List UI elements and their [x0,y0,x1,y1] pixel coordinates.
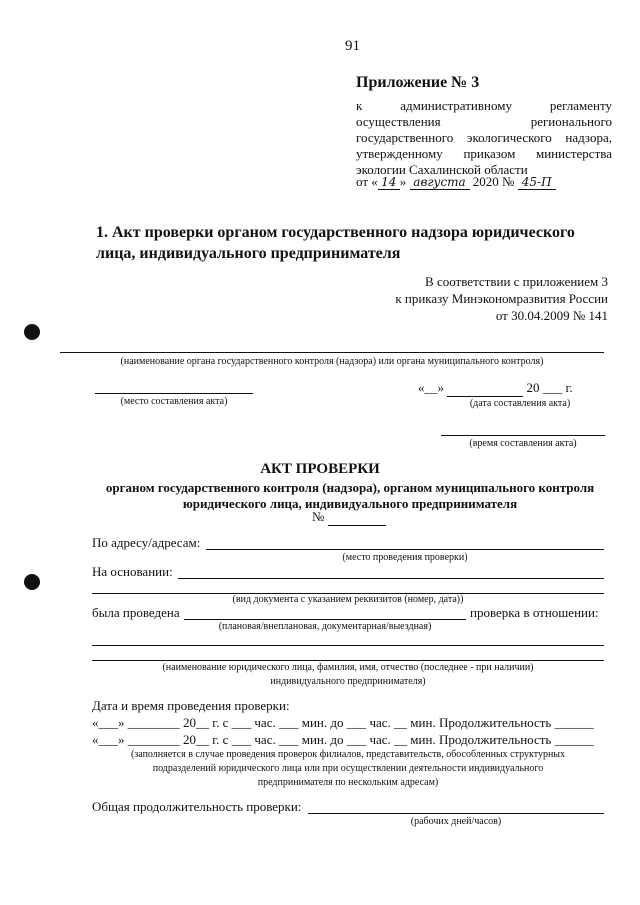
date-field[interactable] [418,380,573,397]
document-caption: (вид документа с указанием реквизитов (номер, дата)) [232,594,464,605]
type-caption: (плановая/внеплановая, документарная/выездная) [218,621,432,632]
date-day-field: «__» [418,380,444,395]
page-number: 91 [345,38,360,54]
sig-number: 45-П [518,175,556,190]
type-field-line[interactable] [184,619,466,620]
reference-line: к приказу Минэкономразвития России [395,291,608,306]
duration-label: Общая продолжительность проверки: [92,799,302,814]
punch-hole-icon [24,574,40,590]
reference-block [395,273,608,324]
appendix-line: государственного экологического надзора, [356,130,612,145]
note-line: предпринимателя по нескольким адресам) [257,777,439,788]
datetime-row[interactable]: «___» ________ 20__ г. с ___ час. ___ мин. до ___ час. __ мин. Продолжительность ______ [92,715,594,730]
entity-caption-line: индивидуального предпринимателя) [270,676,426,687]
time-field-line[interactable] [441,435,605,436]
datetime-note [92,748,604,790]
time-caption: (время составления акта) [469,438,577,449]
basis-label: На основании: [92,564,173,579]
date-caption: (дата составления акта) [469,398,571,409]
sig-day: 14 [378,175,400,190]
appendix-text [356,98,612,178]
act-number[interactable] [312,509,386,526]
appendix-line: осуществления регионального [356,114,612,129]
appendix-line: к административному регламенту [356,98,612,113]
date-year-prefix: 20 [526,380,540,395]
section-title: 1. Акт проверки органом государственного надзора юридического лица, индивидуального предпринимателя [96,224,575,262]
appendix-line: утвержденному приказом министерства [356,146,612,161]
entity-field-line[interactable] [92,645,604,646]
duration-field-line[interactable] [308,813,604,814]
appendix-title: Приложение № 3 [356,74,480,91]
reference-line: от 30.04.2009 № 141 [495,308,608,323]
conducted-label: была проведена [92,605,180,620]
organ-field-line[interactable] [60,352,604,353]
act-subtitle-line: органом государственного контроля (надзора), органом муниципального контроля [105,480,595,495]
note-line: подразделений юридического лица или при осуществлении деятельности индивидуального [152,763,544,774]
sig-month: августа [410,175,470,190]
act-number-label: № [312,509,325,524]
organ-caption: (наименование органа государственного контроля (надзора) или органа муниципального контроля) [120,356,544,367]
appendix-line: экологии Сахалинской области [356,162,528,177]
basis-field-line[interactable] [178,578,604,579]
entity-caption-line: (наименование юридического лица, фамилия, имя, отчество (последнее - при наличии) [162,662,534,673]
reference-line: В соответствии с приложением 3 [425,274,608,289]
entity-field-line-2[interactable] [92,660,604,661]
note-line: (заполняется в случае проведения проверок филиалов, представительств, обособленных структурных [130,749,566,760]
datetime-label: Дата и время проведения проверки: [92,698,290,713]
punch-hole-icon [24,324,40,340]
act-title: АКТ ПРОВЕРКИ [260,461,380,477]
days-caption: (рабочих дней/часов) [410,816,502,827]
sig-prefix: от « [356,174,378,189]
place-caption: (место составления акта) [120,396,228,407]
act-subtitle-line: юридического лица, индивидуального предпринимателя [182,496,518,511]
date-year-suffix: ___ г. [542,380,573,395]
inspection-place-caption: (место проведения проверки) [342,552,468,563]
datetime-row[interactable]: «___» ________ 20__ г. с ___ час. ___ мин. до ___ час. __ мин. Продолжительность ______ [92,732,594,747]
place-field-line[interactable] [95,393,253,394]
appendix-signature-line [356,174,556,190]
inspection-label: проверка в отношении: [470,605,599,620]
sig-mid: » [399,174,407,189]
address-field-line[interactable] [206,549,604,550]
sig-year: 2020 № [472,174,515,189]
address-label: По адресу/адресам: [92,535,201,550]
